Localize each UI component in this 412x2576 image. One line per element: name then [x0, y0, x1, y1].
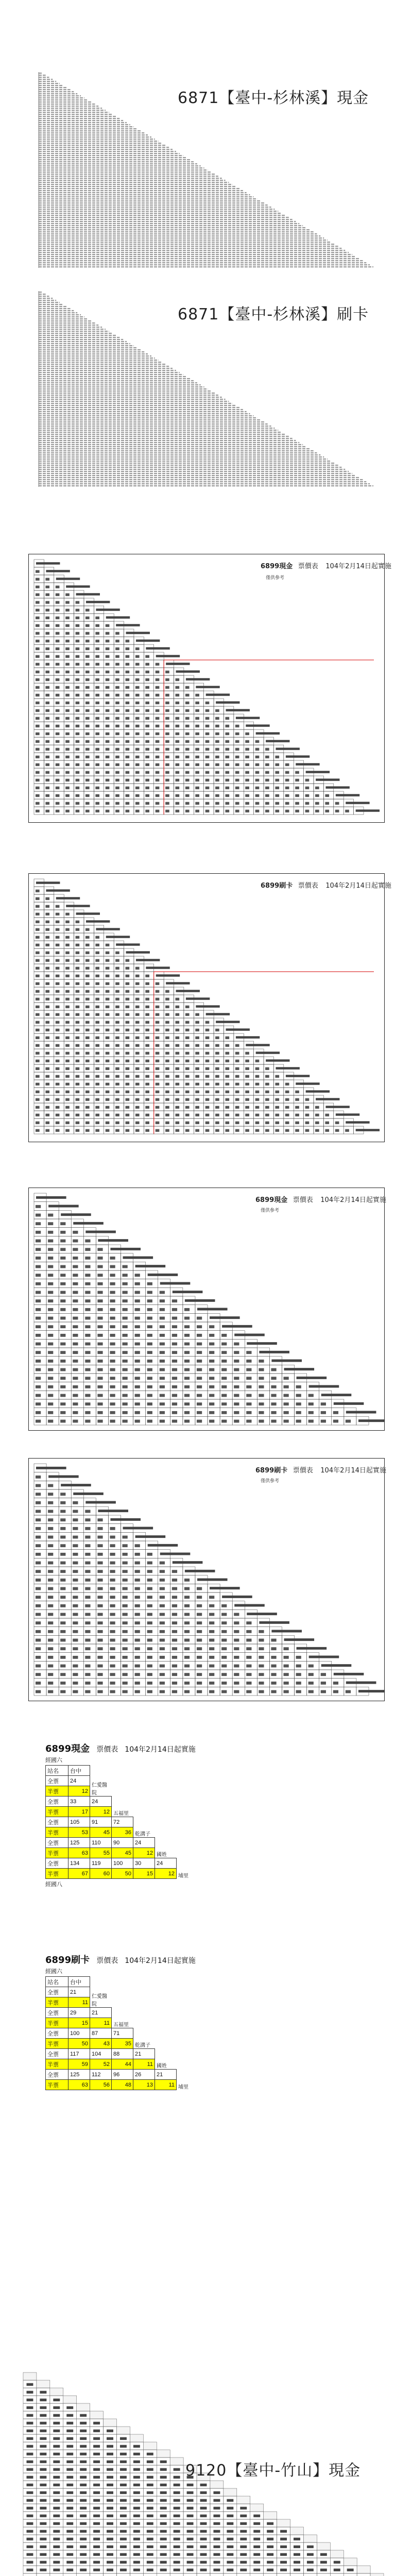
origin-station: 台中	[68, 1977, 90, 1987]
route-number: 6899	[261, 882, 280, 890]
table-label: 票價表	[293, 1196, 313, 1204]
effective-date: 104年2月14日起實施	[320, 1196, 386, 1204]
matrix-cells	[34, 1193, 384, 1425]
route-via: 經國六	[45, 1969, 62, 1975]
fare-value: 44	[112, 2059, 133, 2070]
fare-value: 24	[133, 1838, 155, 1848]
fare-value: 36	[112, 1827, 133, 1838]
fare-value: 125	[68, 2070, 90, 2080]
fare-row	[46, 1838, 198, 1848]
sheet-header	[261, 561, 391, 570]
fare-value: 12	[155, 1869, 177, 1879]
fare-value: 12	[133, 1848, 155, 1858]
fare-row	[46, 2039, 198, 2049]
fare-value: 24	[155, 1858, 177, 1869]
station-name: 乾溝子	[135, 1832, 150, 1837]
sheet-6871-card	[28, 281, 389, 497]
fare-value: 21	[90, 2008, 112, 2018]
fare-value: 59	[68, 2059, 90, 2070]
station-name: 國姓	[157, 1852, 167, 1858]
fare-value: 55	[90, 1848, 112, 1858]
fare-row	[46, 1869, 198, 1879]
fare-value: 60	[90, 1869, 112, 1879]
fare-table-6899-cash	[45, 1741, 198, 1888]
fare-value: 48	[112, 2080, 133, 2090]
table-label: 票價表	[298, 563, 318, 570]
half-fare-label: 半票	[46, 2059, 68, 2070]
sheet-title: 9120【臺中-竹山】現金	[185, 2462, 361, 2480]
half-fare-label: 半票	[46, 2018, 68, 2028]
fare-value: 35	[112, 2039, 133, 2049]
fare-value: 24	[68, 1776, 90, 1786]
fare-value: 12	[68, 1786, 90, 1797]
fare-row	[46, 1858, 198, 1869]
fare-value: 117	[68, 2049, 90, 2059]
half-fare-label: 半票	[46, 1807, 68, 1817]
fare-value: 119	[90, 1858, 112, 1869]
sheet-6899-card-a	[28, 873, 391, 1142]
fare-row	[46, 1997, 198, 2008]
fare-triangle-6899-card-b	[29, 1459, 384, 1701]
full-fare-label: 全票	[46, 1817, 68, 1827]
fare-value: 15	[133, 1869, 155, 1879]
fare-row	[46, 2028, 198, 2039]
corner-cell: 站名	[46, 1977, 68, 1987]
fare-value: 45	[112, 1848, 133, 1858]
fare-value: 50	[112, 1869, 133, 1879]
sheet-header	[255, 1194, 386, 1204]
fare-value: 29	[68, 2008, 90, 2018]
station-name: 仁愛醫院	[92, 1994, 107, 2007]
fare-value: 125	[68, 1838, 90, 1848]
station-name: 五福里	[113, 1811, 129, 1817]
fare-value: 91	[90, 1817, 112, 1827]
sheet-note: 僅供參考	[261, 1478, 280, 1483]
fare-value: 24	[90, 1797, 112, 1807]
route-via: 經國六	[45, 1757, 62, 1764]
fare-triangle-6899-cash-a	[29, 554, 384, 822]
fare-value: 11	[133, 2059, 155, 2070]
full-fare-label: 全票	[46, 2008, 68, 2018]
fare-row	[46, 1786, 198, 1797]
full-fare-label: 全票	[46, 1838, 68, 1848]
fare-value: 67	[68, 1869, 90, 1879]
fare-value: 53	[68, 1827, 90, 1838]
fare-value: 30	[133, 1858, 155, 1869]
fare-table-header	[45, 1741, 198, 1755]
full-fare-label: 全票	[46, 2028, 68, 2039]
half-fare-label: 半票	[46, 1786, 68, 1797]
matrix-cells	[34, 879, 380, 1134]
route-number: 6899	[45, 1955, 72, 1965]
fare-value: 15	[68, 2018, 90, 2028]
full-fare-label: 全票	[46, 1776, 68, 1786]
fare-mode: 刷卡	[279, 882, 293, 890]
sheet-6871-cash	[28, 62, 389, 278]
matrix-cells	[34, 1464, 384, 1696]
station-name: 仁愛醫院	[92, 1783, 107, 1796]
fare-value: 100	[68, 2028, 90, 2039]
fare-value: 63	[68, 2080, 90, 2090]
full-fare-label: 全票	[46, 1858, 68, 1869]
full-fare-label: 全票	[46, 1987, 68, 1997]
station-name: 乾溝子	[135, 2043, 150, 2048]
sheet-9120-cash	[21, 2370, 391, 2576]
fare-value: 43	[90, 2039, 112, 2049]
fare-triangle-6899-cash-b	[29, 1188, 384, 1430]
sheet-note: 僅供參考	[261, 1208, 280, 1213]
matrix-cells	[34, 560, 380, 815]
fare-value: 112	[90, 2070, 112, 2080]
half-fare-label: 半票	[46, 2039, 68, 2049]
fare-table-6899-card	[45, 1953, 198, 2090]
fare-mode: 刷卡	[71, 1955, 90, 1965]
effective-date: 104年2月14日起實施	[125, 1745, 196, 1754]
fare-grid	[45, 1976, 198, 2090]
half-fare-label: 半票	[46, 1997, 68, 2008]
station-name: 埔里	[178, 1873, 188, 1879]
half-fare-label: 半票	[46, 1827, 68, 1838]
fare-row	[46, 1827, 198, 1838]
fare-value: 87	[90, 2028, 112, 2039]
route-number: 6899	[255, 1196, 274, 1204]
sheet-6899-cash-a	[28, 554, 391, 823]
effective-date: 104年2月14日起實施	[125, 1957, 196, 1965]
full-fare-label: 全票	[46, 2070, 68, 2080]
fare-value: 13	[133, 2080, 155, 2090]
effective-date: 104年2月14日起實施	[320, 1467, 386, 1475]
station-name: 埔里	[178, 2084, 188, 2090]
route-number: 6899	[261, 563, 280, 570]
fare-value: 56	[90, 2080, 112, 2090]
table-label: 票價表	[293, 1467, 313, 1475]
fare-row	[46, 2070, 198, 2080]
half-fare-label: 半票	[46, 2080, 68, 2090]
fare-value: 45	[90, 1827, 112, 1838]
fare-value: 63	[68, 1848, 90, 1858]
sheet-header	[261, 880, 391, 890]
effective-date: 104年2月14日起實施	[325, 563, 391, 570]
sheet-6899-card-b	[28, 1458, 385, 1701]
sheet-note: 僅供參考	[266, 575, 285, 580]
fare-grid	[45, 1765, 198, 1879]
route-number: 6899	[255, 1467, 274, 1475]
fare-table-header	[45, 1953, 198, 1966]
table-label: 票價表	[96, 1745, 118, 1754]
fare-row	[46, 1797, 198, 1807]
fare-value: 90	[112, 1838, 133, 1848]
fare-mode: 刷卡	[274, 1467, 288, 1475]
fare-value: 12	[90, 1807, 112, 1817]
fare-value: 11	[68, 1997, 90, 2008]
fare-value: 11	[90, 2018, 112, 2028]
fare-value: 72	[112, 1817, 133, 1827]
fare-row	[46, 1817, 198, 1827]
sheet-header	[255, 1465, 386, 1475]
fare-mode: 現金	[274, 1196, 288, 1204]
effective-date: 104年2月14日起實施	[325, 882, 391, 890]
full-fare-label: 全票	[46, 2049, 68, 2059]
fare-mode: 現金	[71, 1743, 90, 1754]
station-name: 五福里	[113, 2022, 129, 2028]
sheet-title: 6871【臺中-杉林溪】刷卡	[178, 306, 369, 324]
fare-value: 21	[133, 2049, 155, 2059]
fare-value: 134	[68, 1858, 90, 1869]
fare-value: 26	[133, 2070, 155, 2080]
route-number: 6899	[45, 1743, 72, 1754]
fare-value: 21	[68, 1987, 90, 1997]
fare-row	[46, 2080, 198, 2090]
fare-value: 33	[68, 1797, 90, 1807]
origin-station: 台中	[68, 1766, 90, 1776]
fare-value: 52	[90, 2059, 112, 2070]
fare-mode: 現金	[279, 563, 293, 570]
route-via-foot: 經國八	[45, 1882, 62, 1888]
fare-value: 11	[155, 2080, 177, 2090]
fare-value: 110	[90, 1838, 112, 1848]
table-label: 票價表	[298, 882, 318, 890]
fare-value: 104	[90, 2049, 112, 2059]
station-name: 國姓	[157, 2063, 167, 2069]
fare-row	[46, 1776, 198, 1786]
fare-row	[46, 1987, 198, 1997]
fare-value: 96	[112, 2070, 133, 2080]
half-fare-label: 半票	[46, 1869, 68, 1879]
sheet-6899-cash-b	[28, 1188, 385, 1431]
fare-value: 17	[68, 1807, 90, 1817]
fare-value: 21	[155, 2070, 177, 2080]
full-fare-label: 全票	[46, 1797, 68, 1807]
table-label: 票價表	[96, 1957, 118, 1965]
fare-value: 105	[68, 1817, 90, 1827]
fare-value: 50	[68, 2039, 90, 2049]
fare-row	[46, 2008, 198, 2018]
sheet-title: 6871【臺中-杉林溪】現金	[178, 89, 369, 107]
corner-cell: 站名	[46, 1766, 68, 1776]
fare-value: 71	[112, 2028, 133, 2039]
half-fare-label: 半票	[46, 1848, 68, 1858]
fare-triangle-6899-card-a	[29, 874, 384, 1142]
fare-row	[46, 2049, 198, 2059]
fare-value: 88	[112, 2049, 133, 2059]
fare-value: 100	[112, 1858, 133, 1869]
